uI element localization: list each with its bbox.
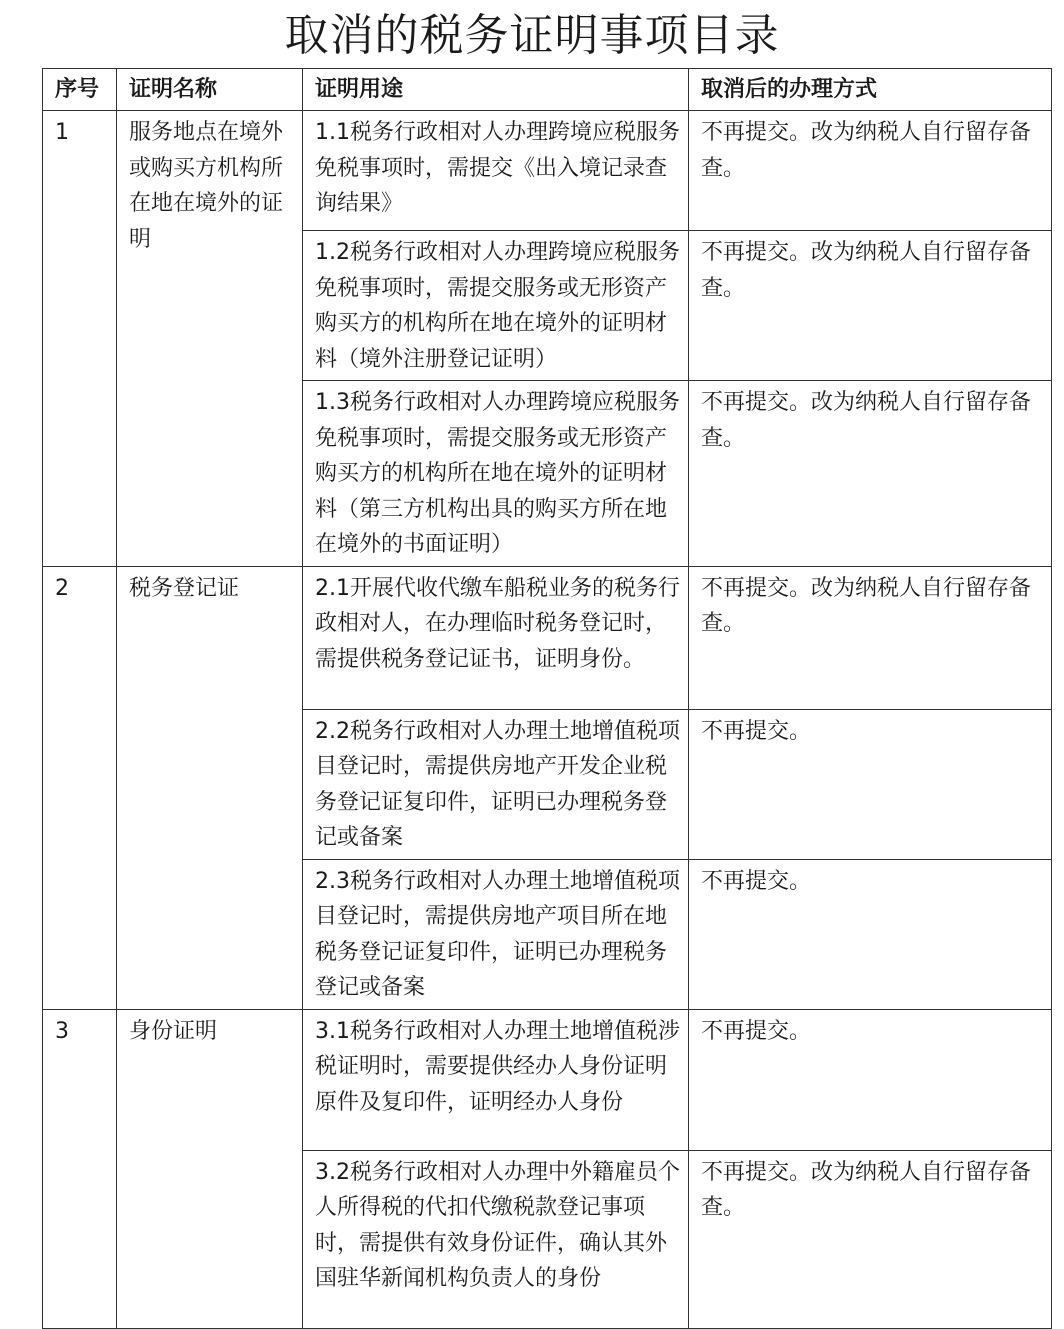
header-serial: 序号 bbox=[43, 69, 117, 111]
row-cert-use: 3.1税务行政相对人办理土地增值税涉税证明时，需要提供经办人身份证明原件及复印件，证明经办人身份 bbox=[303, 1009, 689, 1150]
row-cert-use: 1.2税务行政相对人办理跨境应税服务免税事项时，需提交服务或无形资产购买方的机构所在地在境外的证明材料（境外注册登记证明） bbox=[303, 231, 689, 381]
row-cert-use: 3.2税务行政相对人办理中外籍雇员个人所得税的代扣代缴税款登记事项时，需提供有效身份证件，确认其外国驻华新闻机构负责人的身份 bbox=[303, 1150, 689, 1328]
row-serial: 1 bbox=[43, 111, 117, 567]
row-method: 不再提交。改为纳税人自行留存备查。 bbox=[689, 381, 1052, 567]
row-method: 不再提交。改为纳税人自行留存备查。 bbox=[689, 566, 1052, 709]
row-cert-use: 2.1开展代收代缴车船税业务的税务行政相对人，在办理临时税务登记时，需提供税务登记证书，证明身份。 bbox=[303, 566, 689, 709]
table-row bbox=[43, 1009, 1052, 1150]
table-row bbox=[43, 566, 1052, 709]
row-cert-use: 2.2税务行政相对人办理土地增值税项目登记时，需提供房地产开发企业税务登记证复印件，证明已办理税务登记或备案 bbox=[303, 709, 689, 859]
row-cert-use: 2.3税务行政相对人办理土地增值税项目登记时，需提供房地产项目所在地税务登记证复印件，证明已办理税务登记或备案 bbox=[303, 859, 689, 1009]
row-cert-name: 税务登记证 bbox=[117, 566, 303, 1009]
row-cert-name: 身份证明 bbox=[117, 1009, 303, 1328]
row-serial: 3 bbox=[43, 1009, 117, 1328]
header-cert-name: 证明名称 bbox=[117, 69, 303, 111]
page-title: 取消的税务证明事项目录 bbox=[284, 10, 780, 61]
row-cert-use: 1.1税务行政相对人办理跨境应税服务免税事项时，需提交《出入境记录查询结果》 bbox=[303, 111, 689, 231]
row-serial: 2 bbox=[43, 566, 117, 1009]
row-cert-use: 1.3税务行政相对人办理跨境应税服务免税事项时，需提交服务或无形资产购买方的机构所在地在境外的证明材料（第三方机构出具的购买方所在地在境外的书面证明） bbox=[303, 381, 689, 567]
row-cert-name: 服务地点在境外或购买方机构所在地在境外的证明 bbox=[117, 111, 303, 567]
header-method: 取消后的办理方式 bbox=[689, 69, 1052, 111]
certificate-table bbox=[42, 68, 1052, 1329]
row-method: 不再提交。改为纳税人自行留存备查。 bbox=[689, 231, 1052, 381]
row-method: 不再提交。 bbox=[689, 1009, 1052, 1150]
header-cert-use: 证明用途 bbox=[303, 69, 689, 111]
table-row bbox=[43, 111, 1052, 231]
table-header-row bbox=[43, 69, 1052, 111]
row-method: 不再提交。改为纳税人自行留存备查。 bbox=[689, 111, 1052, 231]
row-method: 不再提交。 bbox=[689, 859, 1052, 1009]
row-method: 不再提交。 bbox=[689, 709, 1052, 859]
row-method: 不再提交。改为纳税人自行留存备查。 bbox=[689, 1150, 1052, 1328]
